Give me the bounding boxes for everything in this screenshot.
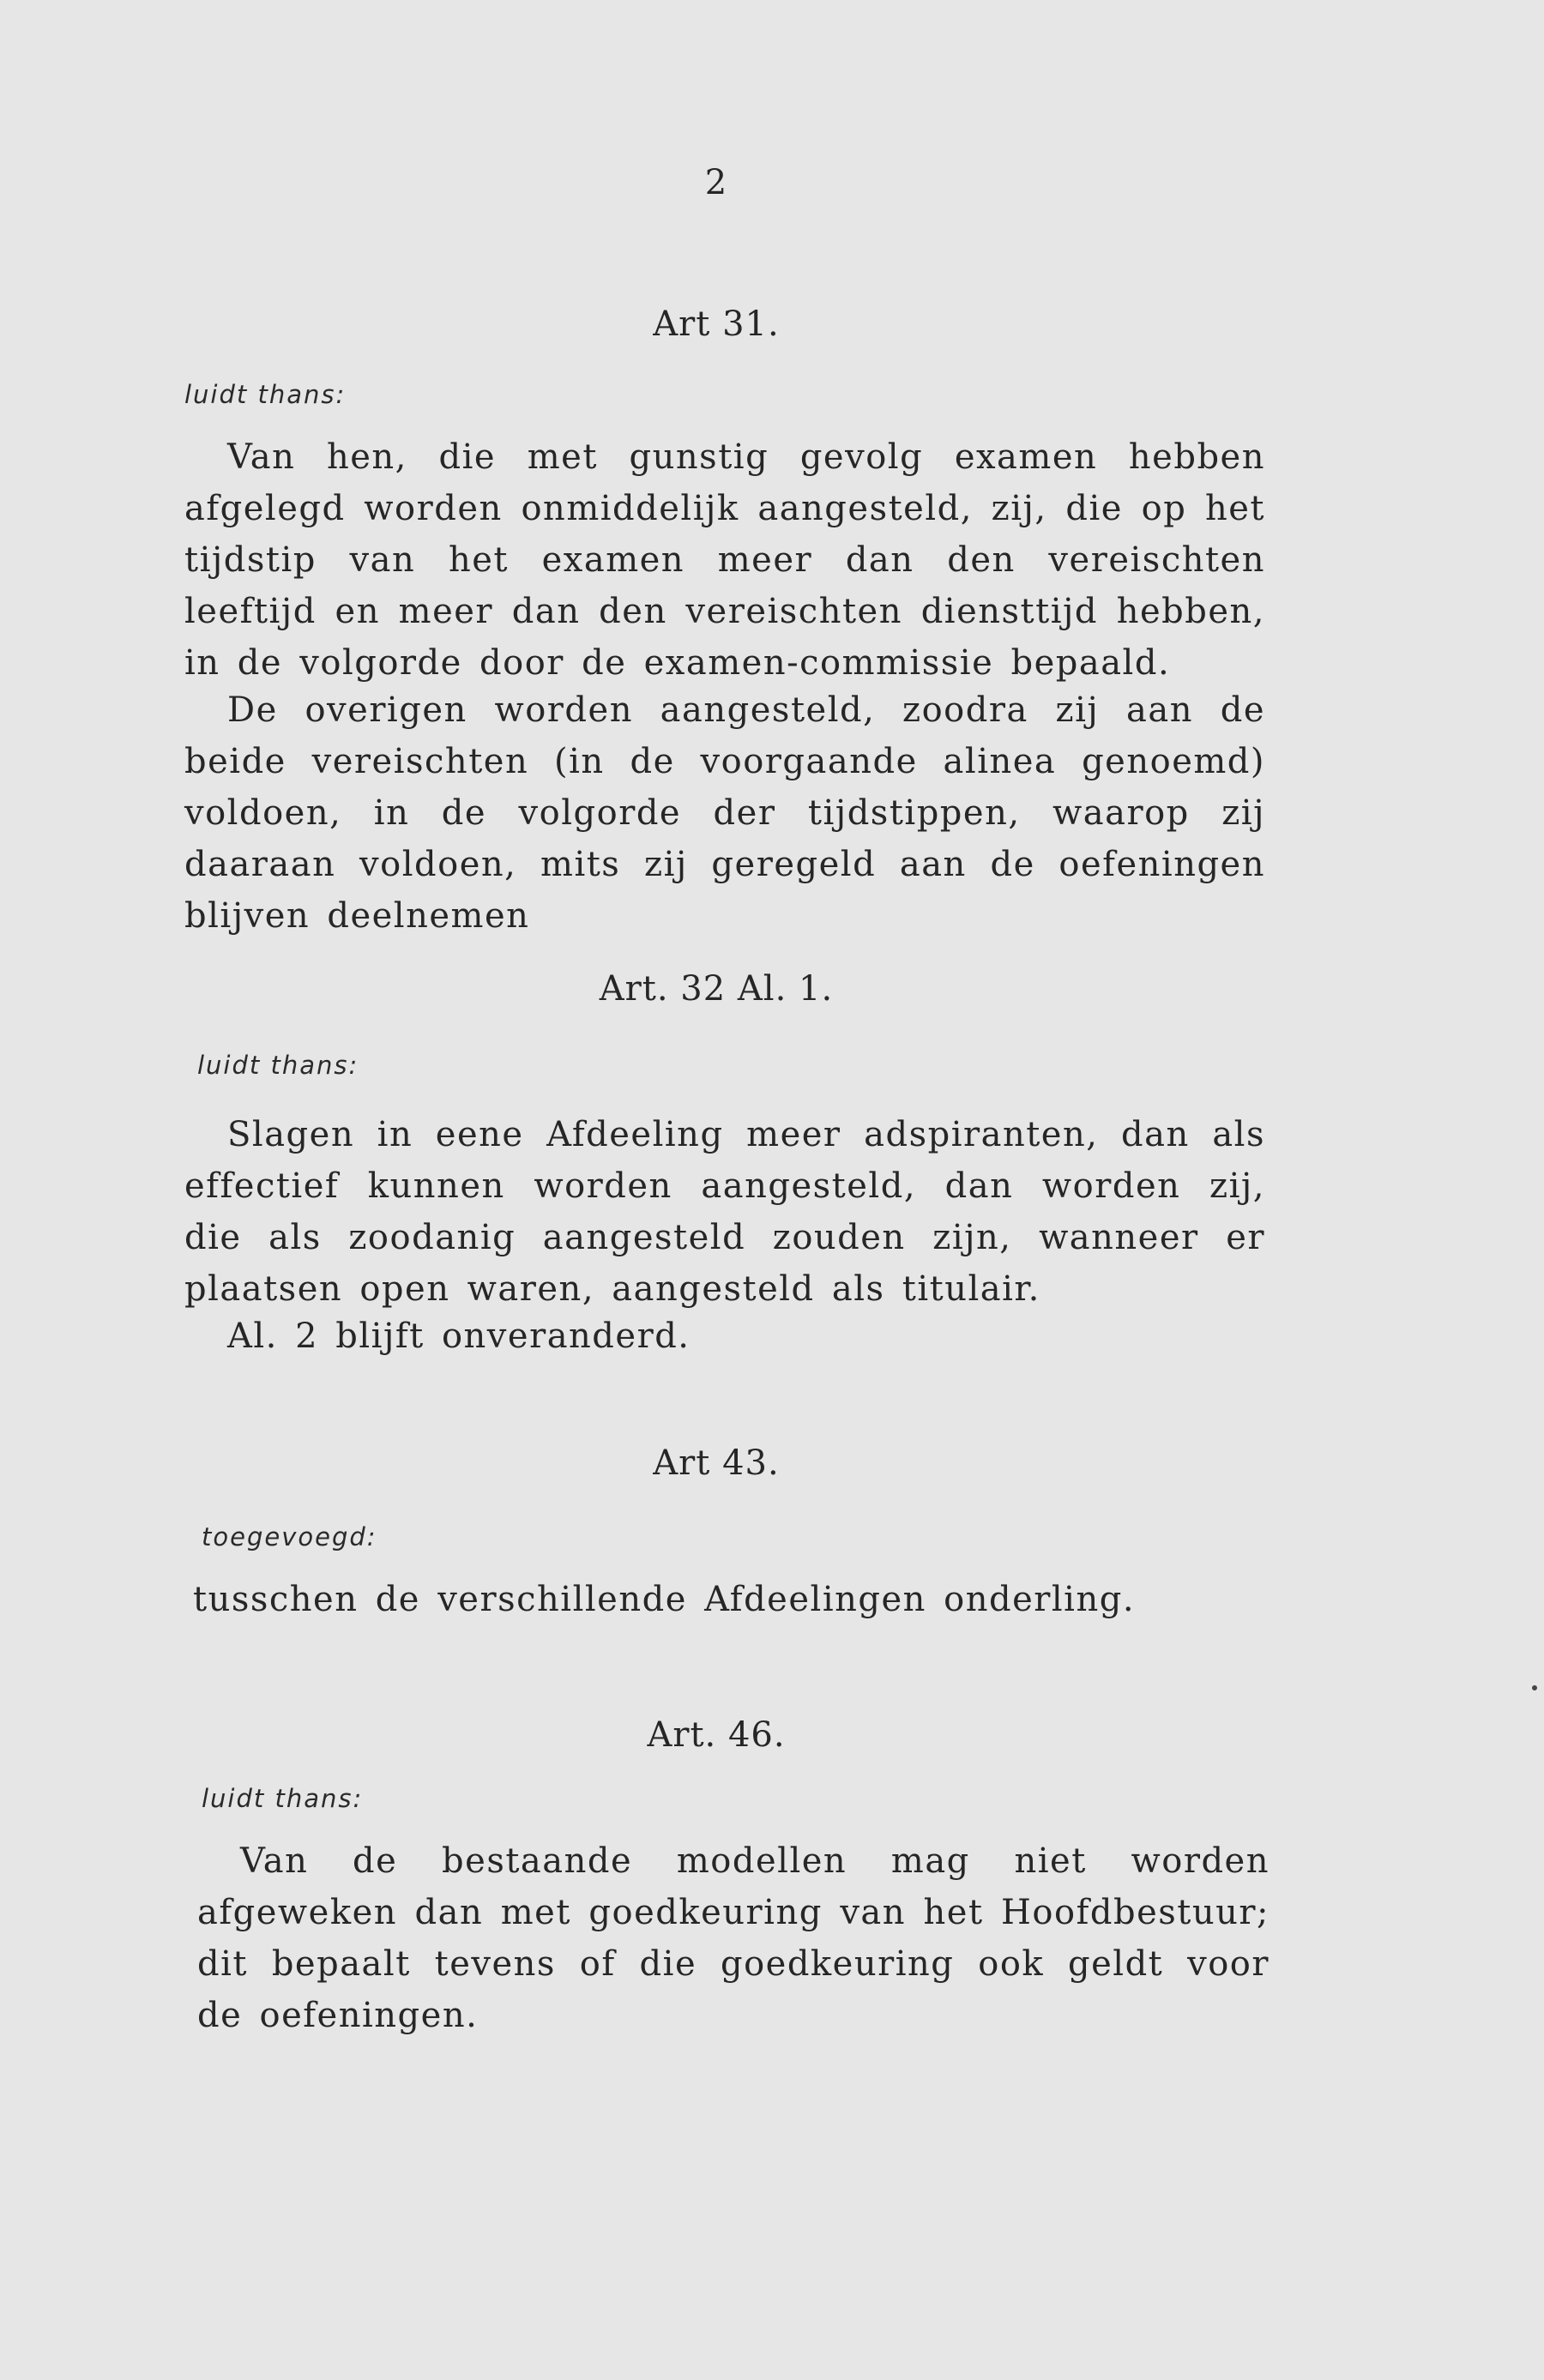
article-31-heading: Art 31. — [653, 304, 780, 344]
article-32-paragraph-1: Slagen in eene Afdeeling meer adspiranten, dan als effectief kunnen worden aangesteld, dan worden zij, die als zoodanig aangesteld zouden zijn, wanneer er plaatsen open waren, aangesteld als titulair. — [184, 1115, 1265, 1309]
article-32-note: luidt thans: — [197, 1051, 359, 1080]
article-43-heading: Art 43. — [653, 1443, 780, 1483]
article-32-paragraph-2: Al. 2 blijft onveranderd. — [227, 1317, 691, 1356]
article-43-note: toegevoegd: — [202, 1522, 377, 1552]
article-31-note: luidt thans: — [184, 380, 347, 409]
article-46-note: luidt thans: — [202, 1784, 364, 1813]
article-32-heading: Art. 32 Al. 1. — [599, 969, 834, 1009]
article-31-paragraph-1: Van hen, die met gunstig gevolg examen hebben afgelegd worden onmiddelijk aangesteld, zij, die op het tijdstip van het examen meer dan den vereischten leeftijd en meer dan den vereischten diensttijd hebben, in de volgorde door de examen-commissie bepaald. — [184, 437, 1265, 683]
article-46-heading: Art. 46. — [647, 1715, 786, 1755]
paper-speck — [1532, 1685, 1537, 1690]
article-46-paragraph-1: Van de bestaande modellen mag niet worden afgeweken dan met goedkeuring van het Hoofdbestuur; dit bepaalt tevens of die goedkeuring ook geldt voor de oefeningen. — [197, 1841, 1270, 2035]
page-number: 2 — [704, 163, 728, 202]
article-31-paragraph-2: De overigen worden aangesteld, zoodra zij aan de beide vereischten (in de voorgaande alinea genoemd) voldoen, in de volgorde der tijdstippen, waarop zij daaraan voldoen, mits zij geregeld aan de oefeningen blijven deelnemen — [184, 690, 1265, 936]
article-43-paragraph-1: tusschen de verschillende Afdeelingen onderling. — [193, 1580, 1136, 1619]
